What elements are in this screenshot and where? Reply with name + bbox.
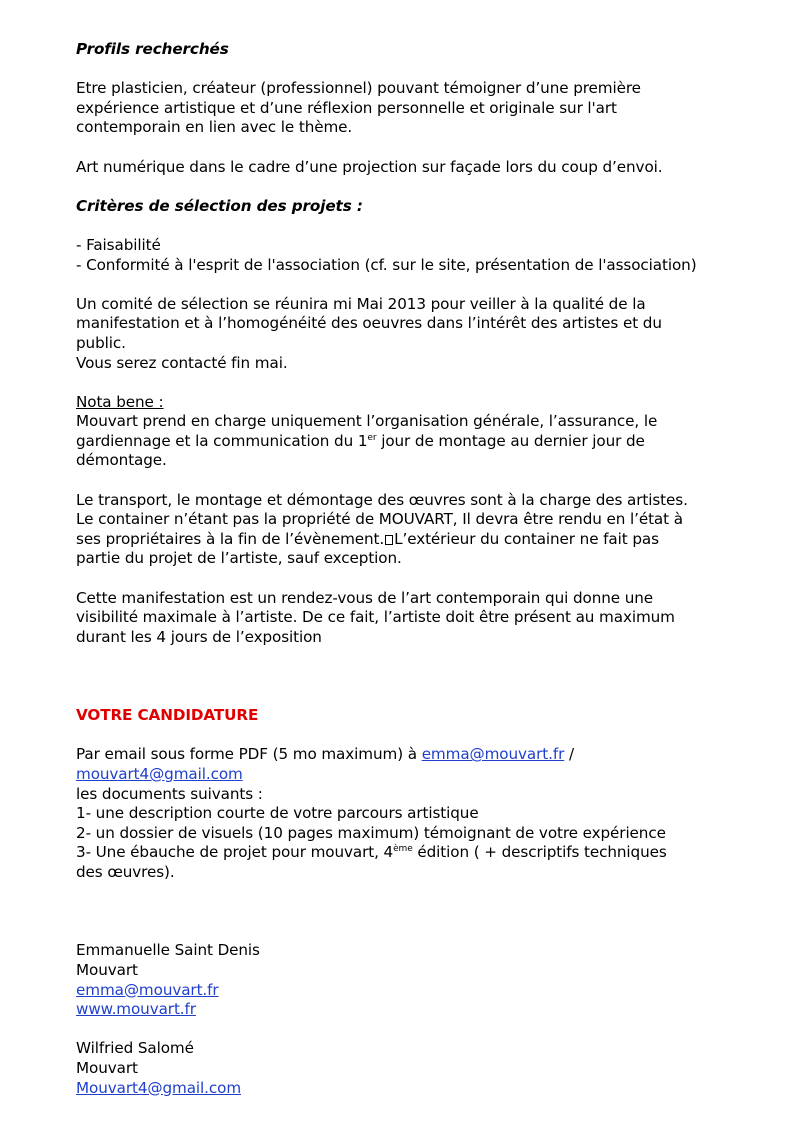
nota-paragraph-3 [76,589,730,648]
email-link-emma[interactable]: emma@mouvart.fr [421,745,565,764]
contact-org: Mouvart [76,1058,138,1077]
text-line: Un comité de sélection se réunira mi Mai 2013 pour veiller à la qualité de la [76,294,646,313]
text-line: gardiennage et la communication du 1 [76,431,368,450]
nota-bene-heading: Nota bene : [76,392,164,411]
comite-paragraph [76,295,730,373]
art-numerique-paragraph: Art numérique dans le cadre d’une projection sur façade lors du coup d’envoi. [76,157,663,176]
text-line: L’extérieur du container ne fait pas [394,529,659,548]
text-line: expérience artistique et d’une réflexion personnelle et originale sur l'art [76,98,617,117]
contact-block-2 [76,1039,730,1098]
website-link[interactable]: www.mouvart.fr [76,1000,196,1019]
profils-paragraph [76,79,730,138]
criteres-list [76,236,730,275]
text-line: partie du projet de l’artiste, sauf exception. [76,549,402,568]
text-line: des œuvres). [76,862,175,881]
text-line: durant les 4 jours de l’exposition [76,627,322,646]
text-line: ses propriétaires à la fin de l’évènement. [76,529,385,548]
superscript: ème [393,844,413,855]
criteres-heading: Critères de sélection des projets : [76,196,363,215]
text-line: démontage. [76,451,167,470]
contact-org: Mouvart [76,960,138,979]
contact-name: Wilfried Salomé [76,1039,194,1058]
missing-glyph-box [385,535,393,545]
list-item: 3- Une ébauche de projet pour mouvart, 4 [76,843,394,862]
contact-email-link[interactable]: emma@mouvart.fr [76,980,219,999]
nota-paragraph-2 [76,491,730,569]
candidature-heading: VOTRE CANDIDATURE [76,706,259,725]
text-line: jour de montage au dernier jour de [376,431,645,450]
nota-paragraph-1 [76,412,730,471]
text-line: Par email sous forme PDF (5 mo maximum) à [76,745,422,764]
text-line: Le container n’étant pas la propriété de MOUVART, Il devra être rendu en l’état à [76,510,683,529]
text-line: contemporain en lien avec le thème. [76,118,353,137]
list-item: - Conformité à l'esprit de l'association (cf. sur le site, présentation de l'association) [76,255,697,274]
email-link-mouvart4[interactable]: mouvart4@gmail.com [76,764,243,783]
text-line: Le transport, le montage et démontage des œuvres sont à la charge des artistes. [76,490,688,509]
list-item: 2- un dossier de visuels (10 pages maximum) témoignant de votre expérience [76,823,666,842]
superscript: er [367,432,377,443]
list-item: - Faisabilité [76,235,161,254]
text-line: Etre plasticien, créateur (professionnel) pouvant témoigner d’une première [76,79,641,98]
text-line: public. [76,333,126,352]
text-line: Vous serez contacté fin mai. [76,353,288,372]
contact-block-1 [76,941,730,1019]
text-line: manifestation et à l’homogénéité des oeuvres dans l’intérêt des artistes et du [76,314,662,333]
candidature-paragraph [76,745,730,882]
text-line: les documents suivants : [76,784,263,803]
contact-name: Emmanuelle Saint Denis [76,941,260,960]
list-item: édition ( + descriptifs techniques [412,843,667,862]
text-line: Cette manifestation est un rendez-vous de l’art contemporain qui donne une [76,588,654,607]
contact-email-link[interactable]: Mouvart4@gmail.com [76,1078,242,1097]
profils-heading: Profils recherchés [76,40,229,58]
text-line: visibilité maximale à l’artiste. De ce fait, l’artiste doit être présent au maximum [76,608,675,627]
text-line: / [564,745,574,764]
text-line: Mouvart prend en charge uniquement l’organisation générale, l’assurance, le [76,412,658,431]
list-item: 1- une description courte de votre parcours artistique [76,804,479,823]
